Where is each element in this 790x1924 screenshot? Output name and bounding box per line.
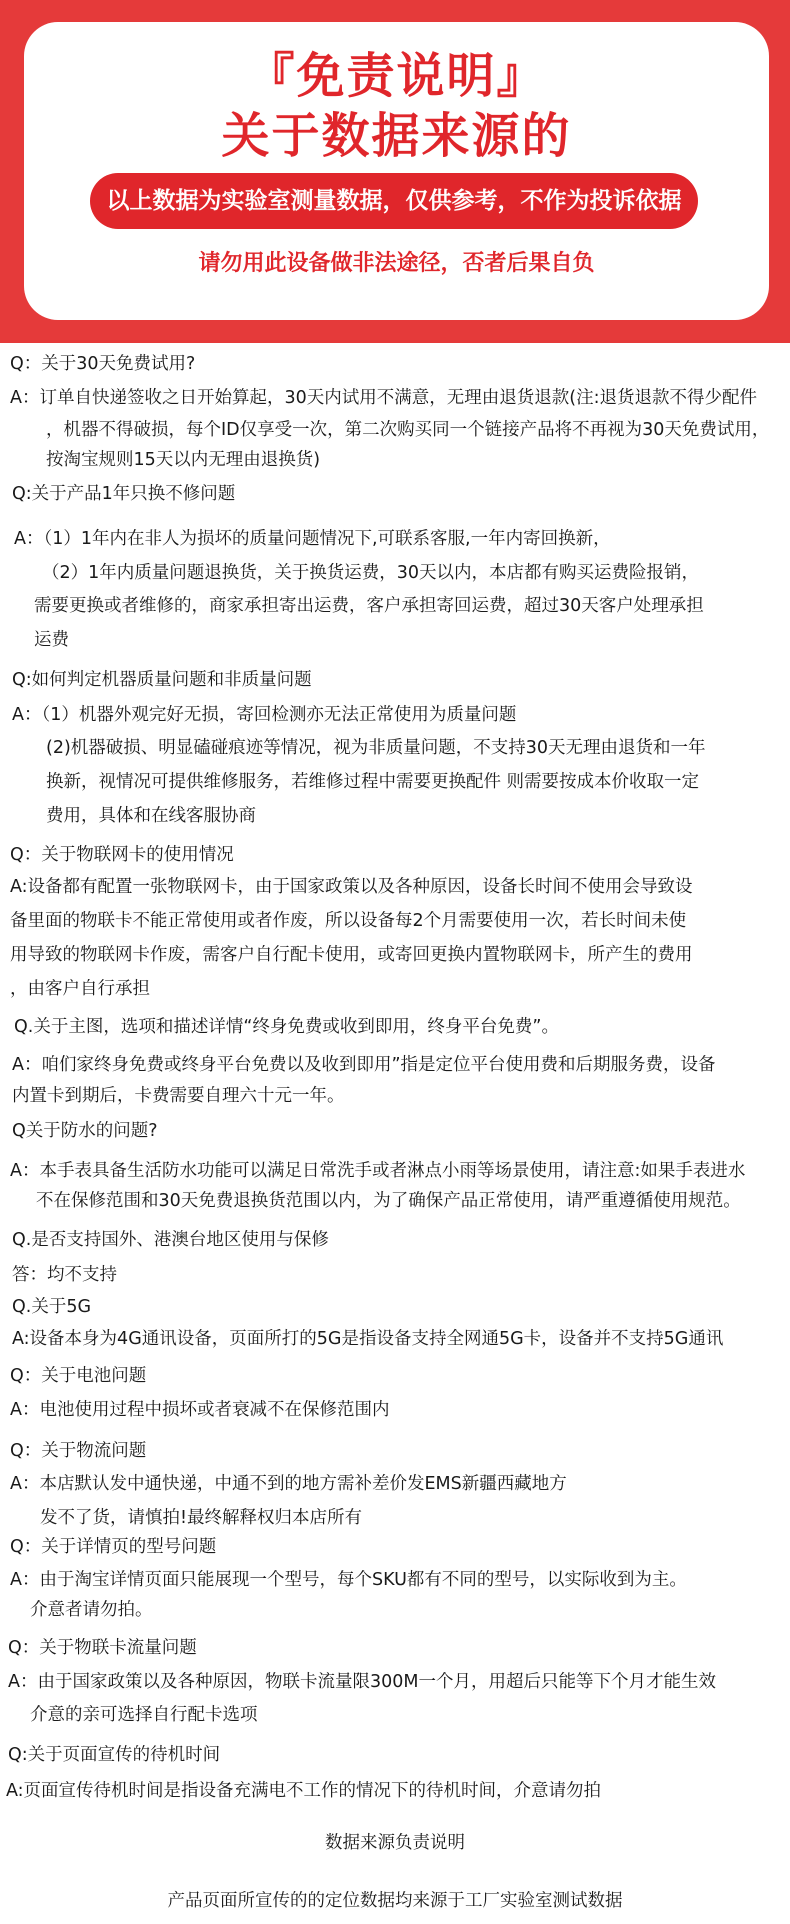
- faq-line: 用导致的物联网卡作废，需客户自行配卡使用，或寄回更换内置物联网卡，所产生的费用: [10, 945, 693, 965]
- faq-line: Q.关于5G: [12, 1297, 92, 1317]
- faq-line: A：由于国家政策以及各种原因，物联卡流量限300M一个月，用超后只能等下个月才能生效: [8, 1672, 716, 1692]
- faq-line: Q：关于30天免费试用?: [10, 354, 196, 374]
- footer-heading: 数据来源负责说明: [325, 1833, 465, 1853]
- faq-line: ，机器不得破损，每个ID仅享受一次，第二次购买同一个链接产品将不再视为30天免费试用，: [46, 420, 770, 440]
- faq-line: Q.关于主图，选项和描述详情“终身免费或收到即用，终身平台免费”。: [14, 1017, 559, 1037]
- footer-text: 产品页面所宣传的的定位数据均来源于工厂实验室测试数据: [167, 1891, 623, 1911]
- faq-line: Q：关于物联卡流量问题: [8, 1638, 197, 1658]
- faq-line: Q.是否支持国外、港澳台地区使用与保修: [12, 1230, 329, 1250]
- faq-line: A：（1）机器外观完好无损，寄回检测亦无法正常使用为质量问题: [12, 705, 517, 725]
- illegal-use-warning: 请勿用此设备做非法途径，否者后果自负: [198, 251, 595, 276]
- faq-line: A：电池使用过程中损坏或者衰减不在保修范围内: [10, 1400, 390, 1420]
- faq-line: Q:如何判定机器质量问题和非质量问题: [12, 670, 312, 690]
- faq-line: Q:关于产品1年只换不修问题: [12, 484, 236, 504]
- disclaimer-subtitle: 关于数据来源的: [221, 108, 572, 164]
- faq-line: A：（1）1年内在非人为损坏的质量问题情况下,可联系客服,一年内寄回换新，: [14, 529, 611, 549]
- faq-line: (2)机器破损、明显磕碰痕迹等情况，视为非质量问题，不支持30天无理由退货和一年: [46, 738, 706, 758]
- faq-line: 费用，具体和在线客服协商: [46, 806, 256, 826]
- disclaimer-title: 『免责说明』: [246, 48, 547, 104]
- disclaimer-header: [0, 0, 790, 343]
- faq-line: Q：关于电池问题: [10, 1366, 147, 1386]
- faq-line: 答：均不支持: [12, 1265, 117, 1285]
- faq-line: Q:关于页面宣传的待机时间: [8, 1745, 221, 1765]
- faq-line: 内置卡到期后，卡费需要自理六十元一年。: [12, 1086, 345, 1106]
- faq-line: 介意者请勿拍。: [30, 1600, 153, 1620]
- faq-line: A:页面宣传待机时间是指设备充满电不工作的情况下的待机时间，介意请勿拍: [6, 1781, 602, 1801]
- faq-line: 发不了货，请慎拍!最终解释权归本店所有: [40, 1508, 363, 1528]
- faq-line: A:设备都有配置一张物联网卡，由于国家政策以及各种原因，设备长时间不使用会导致设: [10, 877, 693, 897]
- faq-line: 备里面的物联卡不能正常使用或者作废，所以设备每2个月需要使用一次，若长时间未使: [10, 911, 687, 931]
- faq-line: A：咱们家终身免费或终身平台免费以及收到即用”指是定位平台使用费和后期服务费，设备: [12, 1055, 716, 1075]
- faq-line: A：本店默认发中通快递，中通不到的地方需补差价发EMS新疆西藏地方: [10, 1474, 567, 1494]
- faq-line: 需要更换或者维修的，商家承担寄出运费，客户承担寄回运费，超过30天客户处理承担: [34, 596, 704, 616]
- faq-line: 介意的亲可选择自行配卡选项: [30, 1705, 258, 1725]
- faq-line: A:设备本身为4G通讯设备，页面所打的5G是指设备支持全网通5G卡，设备并不支持5G通讯: [12, 1329, 724, 1349]
- faq-line: 运费: [34, 630, 69, 650]
- faq-line: Q关于防水的问题?: [12, 1121, 158, 1141]
- faq-line: Q：关于物流问题: [10, 1441, 147, 1461]
- faq-line: 按淘宝规则15天以内无理由退换货): [46, 450, 321, 470]
- data-notice-pill: 以上数据为实验室测量数据，仅供参考，不作为投诉依据: [90, 173, 698, 229]
- faq-line: A：由于淘宝详情页面只能展现一个型号，每个SKU都有不同的型号，以实际收到为主。: [10, 1570, 687, 1590]
- faq-line: （2）1年内质量问题退换货，关于换货运费，30天以内，本店都有购买运费险报销，: [42, 563, 700, 583]
- faq-line: Q：关于详情页的型号问题: [10, 1537, 217, 1557]
- faq-line: ，由客户自行承担: [10, 979, 150, 999]
- faq-line: A：订单自快递签收之日开始算起，30天内试用不满意，无理由退货退款(注:退货退款不得少配件: [10, 388, 757, 408]
- faq-line: 不在保修范围和30天免费退换货范围以内，为了确保产品正常使用，请严重遵循使用规范。: [36, 1191, 741, 1211]
- faq-line: A：本手表具备生活防水功能可以满足日常洗手或者淋点小雨等场景使用，请注意:如果手表进水: [10, 1161, 746, 1181]
- faq-line: Q：关于物联网卡的使用情况: [10, 845, 234, 865]
- faq-line: 换新，视情况可提供维修服务，若维修过程中需要更换配件 则需要按成本价收取一定: [46, 772, 700, 792]
- disclaimer-card: [24, 22, 769, 320]
